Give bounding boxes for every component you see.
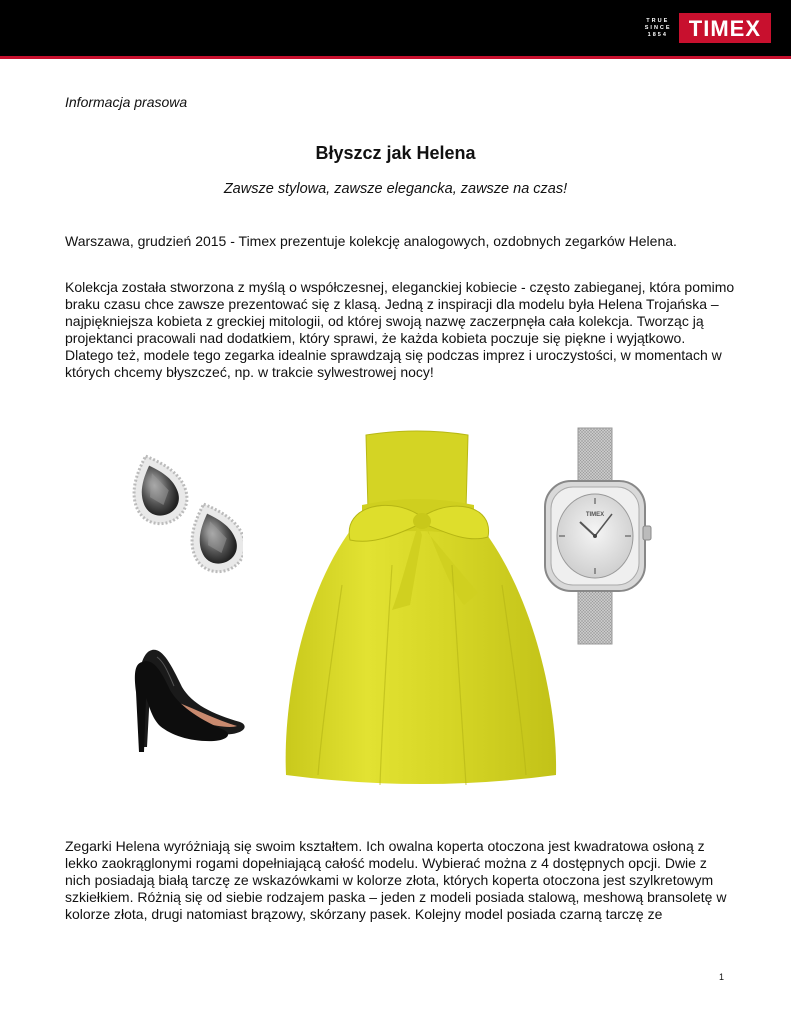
timex-logo bbox=[645, 13, 771, 43]
header-divider bbox=[0, 56, 791, 59]
black-heels-image bbox=[122, 642, 252, 754]
earrings-image bbox=[128, 452, 243, 577]
paragraph-helena-features: Zegarki Helena wyróżniają się swoim kształtem. Ich owalna koperta otoczona jest kwadratowa osłoną z lekko zaokrąglonymi rogami dopełniającą całość modelu. Wybierać można z 4 dostępnych opcji. Dwie z nich posiadają białą tarczę ze wskazówkami w kolorze złota, których koperta otoczona jest szylkretowym szkiełkiem. Różnią się od siebie rodzajem paska – jeden z modeli posiada stalową, meshową bransoletę w kolorze złota, drugi natomiast brązowy, skórzany pasek. Kolejny model posiada czarną tarczę ze bbox=[65, 838, 727, 922]
header-bar bbox=[0, 0, 791, 56]
timex-helena-watch-image bbox=[540, 426, 660, 646]
page-subtitle: Zawsze stylowa, zawsze elegancka, zawsze na czas! bbox=[223, 181, 568, 197]
yellow-dress-image bbox=[282, 425, 558, 790]
paragraph-intro: Warszawa, grudzień 2015 - Timex prezentuje kolekcję analogowych, ozdobnych zegarków Helena. bbox=[65, 233, 677, 249]
watch-dial-brand: TIMEX bbox=[585, 512, 605, 518]
brand-name: TIMEX bbox=[679, 13, 771, 43]
page-number: 1 bbox=[719, 972, 725, 982]
brand-tagline bbox=[645, 18, 671, 39]
paragraph-collection: Kolekcja została stworzona z myślą o współczesnej, eleganckiej kobiecie - często zabieganej, która pomimo braku czasu chce zawsze prezentować się z klasą. Jedną z inspiracji dla modelu była Helena Trojańska – najpiękniejsza kobieta z greckiej mitologii, od której swoją nazwę zaczerpnęła cała kolekcja. Tworząc ją projektanci pracowali nad dodatkiem, który sprawi, że każda kobieta poczuje się piękne i wyjątkowo. Dlatego też, modele tego zegarka idealnie sprawdzają się podczas imprez i uroczystości, w momentach w których chcemy błyszczeć, np. w trakcie sylwestrowej nocy! bbox=[65, 279, 735, 380]
tagline-line: 1854 bbox=[647, 31, 668, 38]
tagline-line: SINCE bbox=[644, 24, 672, 31]
page-title: Błyszcz jak Helena bbox=[315, 143, 476, 163]
tagline-line: TRUE bbox=[646, 17, 670, 24]
document-label: Informacja prasowa bbox=[65, 94, 188, 110]
